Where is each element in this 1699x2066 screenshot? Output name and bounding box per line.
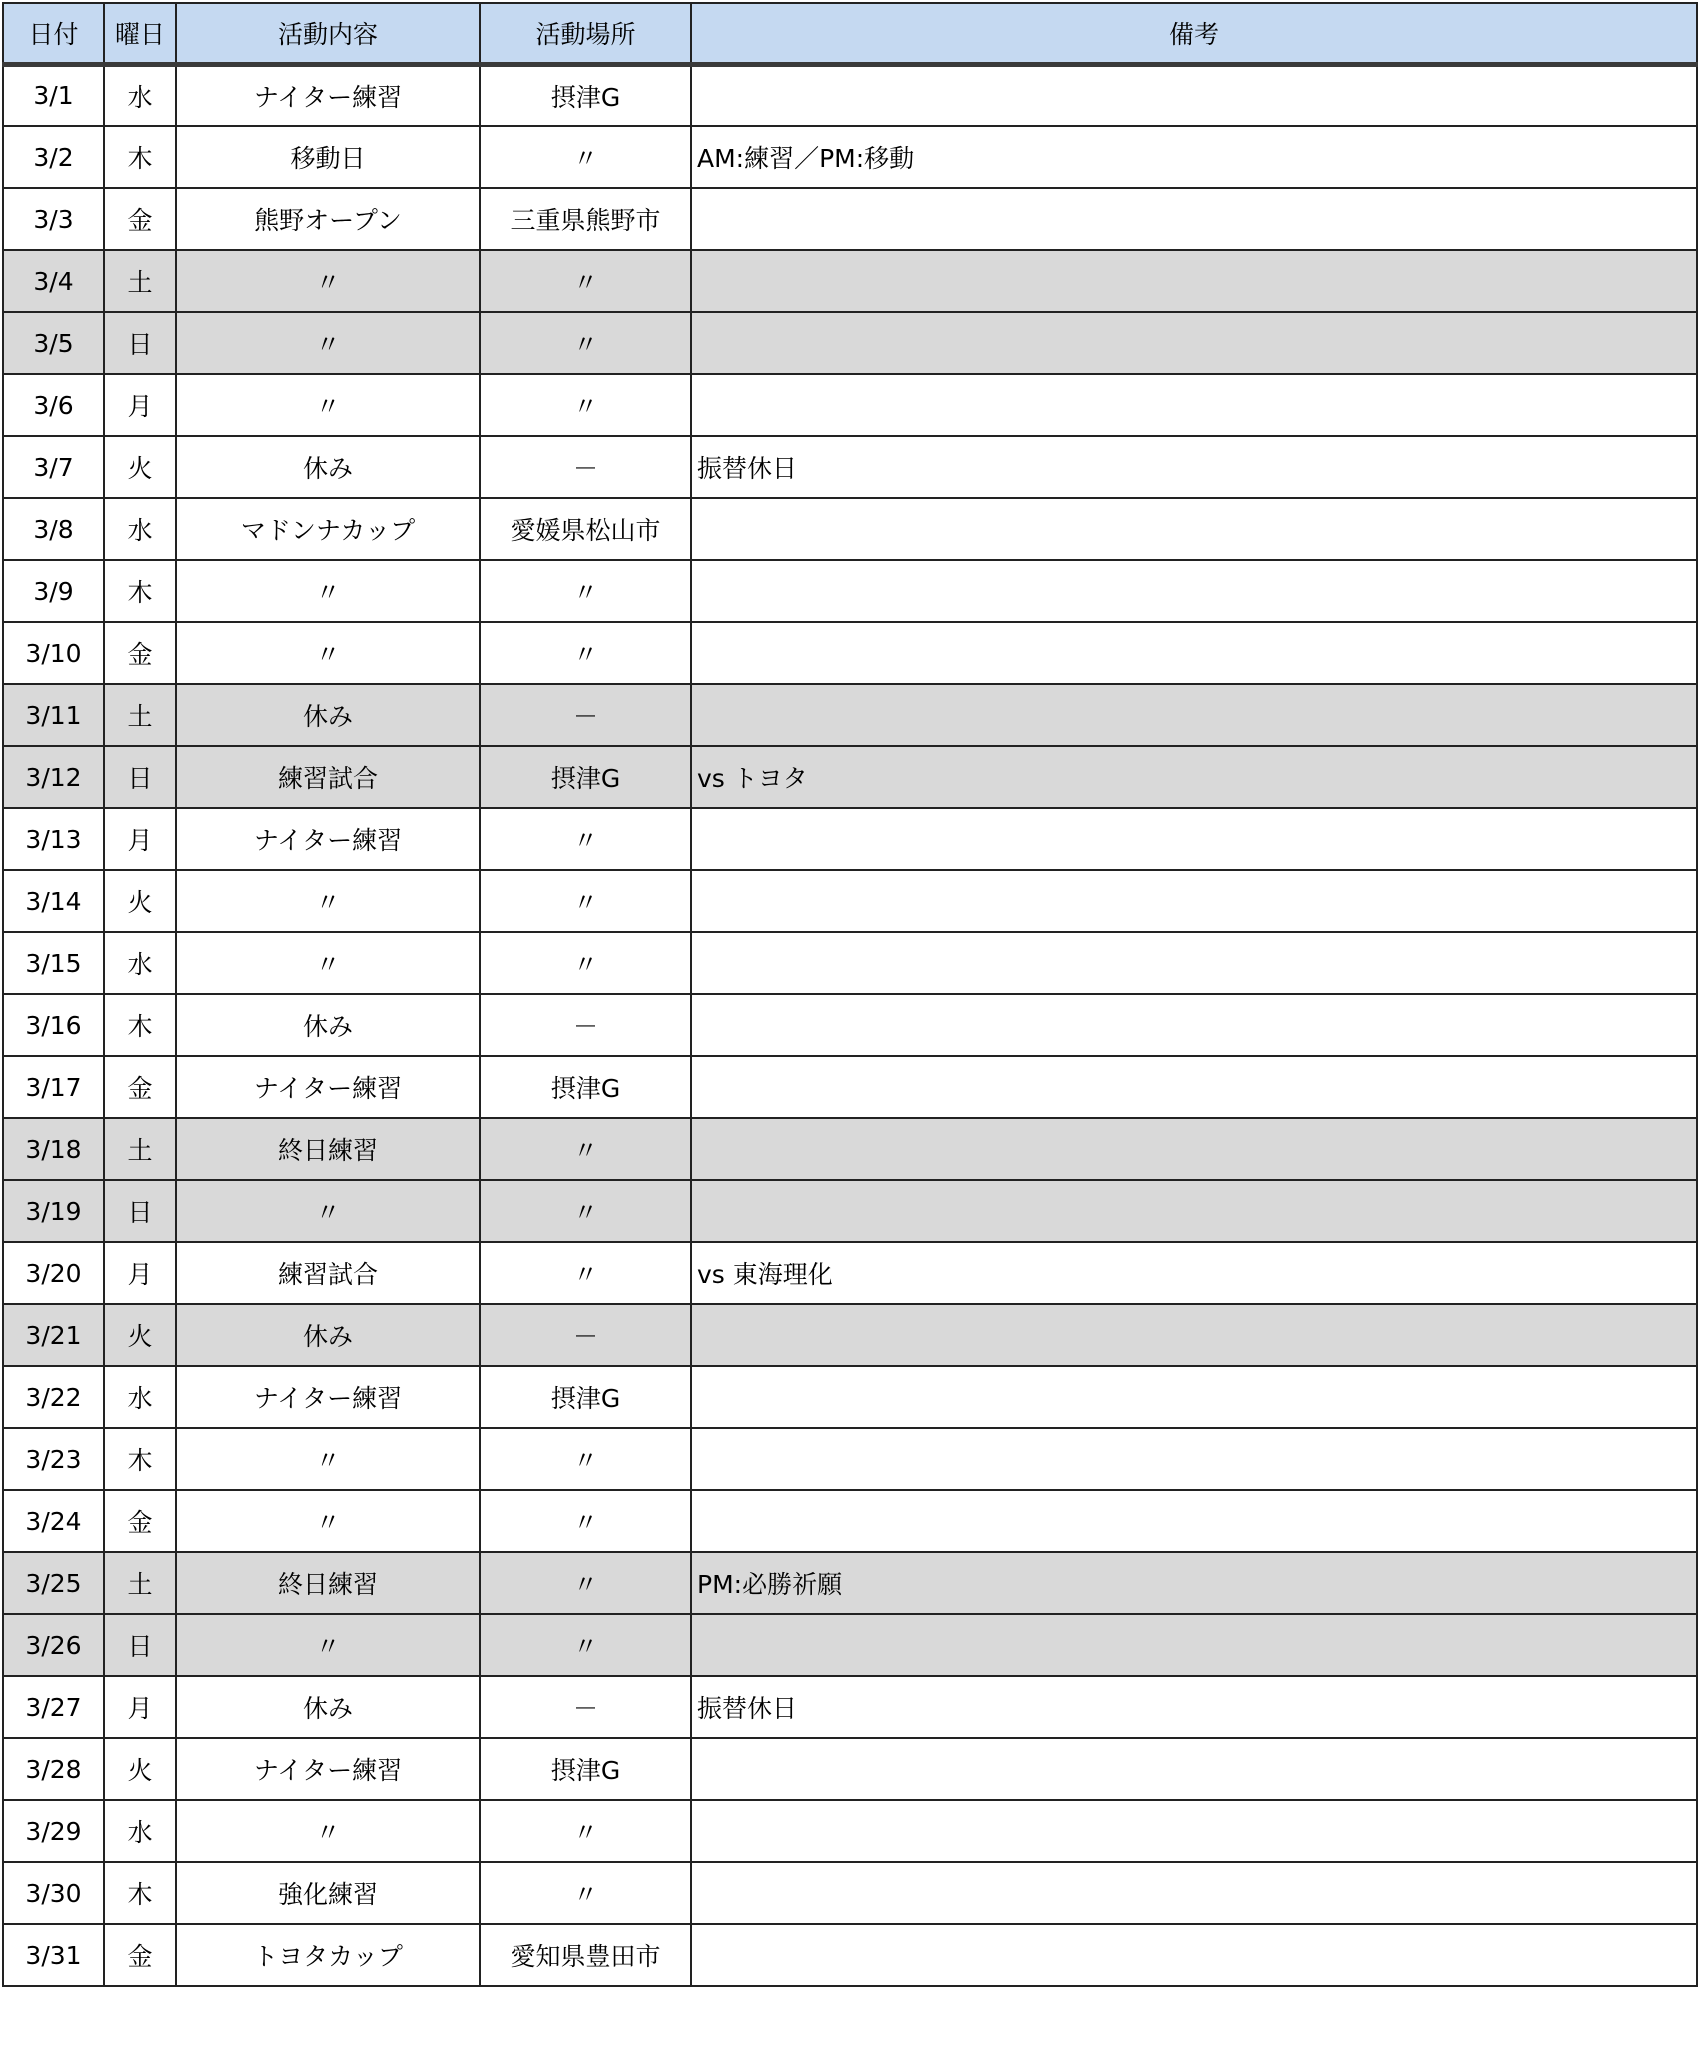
table-row: [3, 932, 1697, 994]
header-place: 活動場所: [480, 3, 691, 64]
cell-date: 3/2: [3, 126, 104, 188]
cell-place: 〃: [480, 1800, 691, 1862]
header-activity: 活動内容: [176, 3, 480, 64]
cell-activity: 〃: [176, 374, 480, 436]
cell-day: 火: [104, 436, 176, 498]
cell-date: 3/8: [3, 498, 104, 560]
table-row: [3, 1552, 1697, 1614]
cell-note: 振替休日: [691, 1676, 1697, 1738]
table-row: [3, 1924, 1697, 1986]
cell-day: 月: [104, 374, 176, 436]
table-row: [3, 1304, 1697, 1366]
cell-date: 3/21: [3, 1304, 104, 1366]
cell-date: 3/24: [3, 1490, 104, 1552]
cell-day: 水: [104, 498, 176, 560]
table-row: [3, 1366, 1697, 1428]
cell-activity: 休み: [176, 684, 480, 746]
cell-day: 木: [104, 560, 176, 622]
cell-activity: 休み: [176, 1676, 480, 1738]
cell-date: 3/16: [3, 994, 104, 1056]
cell-date: 3/13: [3, 808, 104, 870]
cell-activity: 移動日: [176, 126, 480, 188]
cell-note: [691, 498, 1697, 560]
cell-place: －: [480, 994, 691, 1056]
cell-note: [691, 808, 1697, 870]
cell-activity: 強化練習: [176, 1862, 480, 1924]
cell-activity: 休み: [176, 436, 480, 498]
cell-note: [691, 1800, 1697, 1862]
cell-note: [691, 684, 1697, 746]
cell-day: 日: [104, 746, 176, 808]
cell-day: 金: [104, 1924, 176, 1986]
cell-activity: トヨタカップ: [176, 1924, 480, 1986]
table-row: [3, 436, 1697, 498]
cell-note: [691, 1118, 1697, 1180]
cell-note: [691, 1180, 1697, 1242]
cell-day: 水: [104, 1800, 176, 1862]
cell-place: 〃: [480, 1552, 691, 1614]
cell-activity: ナイター練習: [176, 808, 480, 870]
cell-place: 〃: [480, 1242, 691, 1304]
header-date: 日付: [3, 3, 104, 64]
cell-day: 火: [104, 1304, 176, 1366]
cell-place: 〃: [480, 126, 691, 188]
cell-day: 土: [104, 250, 176, 312]
cell-note: [691, 1924, 1697, 1986]
cell-day: 火: [104, 870, 176, 932]
cell-date: 3/6: [3, 374, 104, 436]
table-row: [3, 498, 1697, 560]
table-row: [3, 622, 1697, 684]
header-row: [3, 3, 1697, 64]
cell-place: 〃: [480, 932, 691, 994]
cell-place: 〃: [480, 1862, 691, 1924]
cell-day: 土: [104, 684, 176, 746]
cell-day: 日: [104, 1614, 176, 1676]
cell-place: 〃: [480, 808, 691, 870]
cell-place: 〃: [480, 622, 691, 684]
cell-activity: 〃: [176, 1800, 480, 1862]
cell-place: 摂津G: [480, 1366, 691, 1428]
cell-day: 木: [104, 1862, 176, 1924]
cell-place: 〃: [480, 1428, 691, 1490]
cell-date: 3/23: [3, 1428, 104, 1490]
cell-date: 3/5: [3, 312, 104, 374]
cell-place: 〃: [480, 312, 691, 374]
cell-activity: 〃: [176, 1428, 480, 1490]
cell-activity: 〃: [176, 312, 480, 374]
cell-date: 3/29: [3, 1800, 104, 1862]
table-header: [3, 3, 1697, 64]
cell-date: 3/12: [3, 746, 104, 808]
cell-place: 〃: [480, 1118, 691, 1180]
cell-note: [691, 994, 1697, 1056]
cell-date: 3/31: [3, 1924, 104, 1986]
cell-day: 水: [104, 932, 176, 994]
cell-note: [691, 560, 1697, 622]
table-row: [3, 1490, 1697, 1552]
cell-date: 3/22: [3, 1366, 104, 1428]
cell-activity: 練習試合: [176, 746, 480, 808]
cell-date: 3/28: [3, 1738, 104, 1800]
cell-day: 月: [104, 1242, 176, 1304]
cell-day: 金: [104, 1056, 176, 1118]
cell-place: 摂津G: [480, 746, 691, 808]
cell-date: 3/1: [3, 64, 104, 126]
cell-note: [691, 1862, 1697, 1924]
cell-date: 3/14: [3, 870, 104, 932]
table-row: [3, 250, 1697, 312]
cell-day: 金: [104, 622, 176, 684]
table-row: [3, 1862, 1697, 1924]
cell-activity: 〃: [176, 622, 480, 684]
cell-activity: ナイター練習: [176, 1056, 480, 1118]
cell-activity: ナイター練習: [176, 1366, 480, 1428]
cell-place: －: [480, 1304, 691, 1366]
cell-note: AM:練習／PM:移動: [691, 126, 1697, 188]
table-row: [3, 808, 1697, 870]
cell-date: 3/3: [3, 188, 104, 250]
cell-place: 愛媛県松山市: [480, 498, 691, 560]
cell-note: vs 東海理化: [691, 1242, 1697, 1304]
table-row: [3, 64, 1697, 126]
cell-date: 3/26: [3, 1614, 104, 1676]
cell-note: [691, 932, 1697, 994]
cell-day: 土: [104, 1118, 176, 1180]
cell-date: 3/10: [3, 622, 104, 684]
cell-note: [691, 250, 1697, 312]
cell-note: [691, 622, 1697, 684]
cell-note: [691, 1614, 1697, 1676]
cell-date: 3/27: [3, 1676, 104, 1738]
cell-activity: ナイター練習: [176, 64, 480, 126]
cell-activity: 熊野オープン: [176, 188, 480, 250]
cell-place: 〃: [480, 1614, 691, 1676]
cell-place: 〃: [480, 560, 691, 622]
cell-day: 木: [104, 126, 176, 188]
cell-place: 愛知県豊田市: [480, 1924, 691, 1986]
cell-activity: マドンナカップ: [176, 498, 480, 560]
table-row: [3, 560, 1697, 622]
cell-note: [691, 1304, 1697, 1366]
cell-place: 〃: [480, 374, 691, 436]
cell-activity: 終日練習: [176, 1118, 480, 1180]
table-row: [3, 684, 1697, 746]
table-row: [3, 1800, 1697, 1862]
cell-date: 3/25: [3, 1552, 104, 1614]
cell-place: 摂津G: [480, 1738, 691, 1800]
cell-day: 金: [104, 1490, 176, 1552]
cell-day: 水: [104, 64, 176, 126]
cell-activity: 終日練習: [176, 1552, 480, 1614]
table-row: [3, 1242, 1697, 1304]
cell-place: 〃: [480, 870, 691, 932]
cell-date: 3/19: [3, 1180, 104, 1242]
cell-note: 振替休日: [691, 436, 1697, 498]
cell-activity: 〃: [176, 1490, 480, 1552]
cell-day: 金: [104, 188, 176, 250]
cell-place: 摂津G: [480, 64, 691, 126]
cell-place: －: [480, 436, 691, 498]
cell-place: 摂津G: [480, 1056, 691, 1118]
cell-date: 3/11: [3, 684, 104, 746]
table-row: [3, 126, 1697, 188]
cell-note: [691, 64, 1697, 126]
cell-date: 3/15: [3, 932, 104, 994]
cell-note: [691, 870, 1697, 932]
cell-activity: 練習試合: [176, 1242, 480, 1304]
cell-day: 水: [104, 1366, 176, 1428]
table-row: [3, 870, 1697, 932]
header-note: 備考: [691, 3, 1697, 64]
cell-note: [691, 1738, 1697, 1800]
cell-day: 月: [104, 808, 176, 870]
cell-note: PM:必勝祈願: [691, 1552, 1697, 1614]
cell-place: 〃: [480, 250, 691, 312]
cell-date: 3/7: [3, 436, 104, 498]
cell-date: 3/9: [3, 560, 104, 622]
table-row: [3, 374, 1697, 436]
cell-place: －: [480, 684, 691, 746]
cell-place: 三重県熊野市: [480, 188, 691, 250]
cell-day: 土: [104, 1552, 176, 1614]
cell-note: [691, 188, 1697, 250]
cell-date: 3/4: [3, 250, 104, 312]
cell-activity: 〃: [176, 560, 480, 622]
cell-activity: 〃: [176, 1180, 480, 1242]
table-row: [3, 1056, 1697, 1118]
cell-place: 〃: [480, 1180, 691, 1242]
schedule-table: [2, 2, 1698, 1987]
table-body: [3, 64, 1697, 1986]
cell-activity: 〃: [176, 250, 480, 312]
cell-note: [691, 1428, 1697, 1490]
table-row: [3, 1676, 1697, 1738]
cell-note: [691, 312, 1697, 374]
cell-activity: 〃: [176, 870, 480, 932]
table-row: [3, 1180, 1697, 1242]
cell-place: 〃: [480, 1490, 691, 1552]
table-row: [3, 994, 1697, 1056]
cell-note: [691, 1056, 1697, 1118]
cell-day: 日: [104, 312, 176, 374]
header-day: 曜日: [104, 3, 176, 64]
cell-activity: 〃: [176, 1614, 480, 1676]
cell-note: vs トヨタ: [691, 746, 1697, 808]
cell-place: －: [480, 1676, 691, 1738]
cell-activity: 休み: [176, 994, 480, 1056]
cell-day: 月: [104, 1676, 176, 1738]
cell-note: [691, 1366, 1697, 1428]
cell-note: [691, 374, 1697, 436]
table-row: [3, 1738, 1697, 1800]
cell-date: 3/30: [3, 1862, 104, 1924]
cell-activity: 〃: [176, 932, 480, 994]
cell-date: 3/17: [3, 1056, 104, 1118]
schedule-sheet: [2, 2, 1696, 1987]
table-row: [3, 1118, 1697, 1180]
table-row: [3, 312, 1697, 374]
cell-day: 木: [104, 994, 176, 1056]
table-row: [3, 746, 1697, 808]
cell-day: 火: [104, 1738, 176, 1800]
cell-activity: ナイター練習: [176, 1738, 480, 1800]
cell-day: 日: [104, 1180, 176, 1242]
cell-date: 3/18: [3, 1118, 104, 1180]
cell-date: 3/20: [3, 1242, 104, 1304]
cell-activity: 休み: [176, 1304, 480, 1366]
cell-note: [691, 1490, 1697, 1552]
table-row: [3, 1614, 1697, 1676]
table-row: [3, 188, 1697, 250]
cell-day: 木: [104, 1428, 176, 1490]
table-row: [3, 1428, 1697, 1490]
